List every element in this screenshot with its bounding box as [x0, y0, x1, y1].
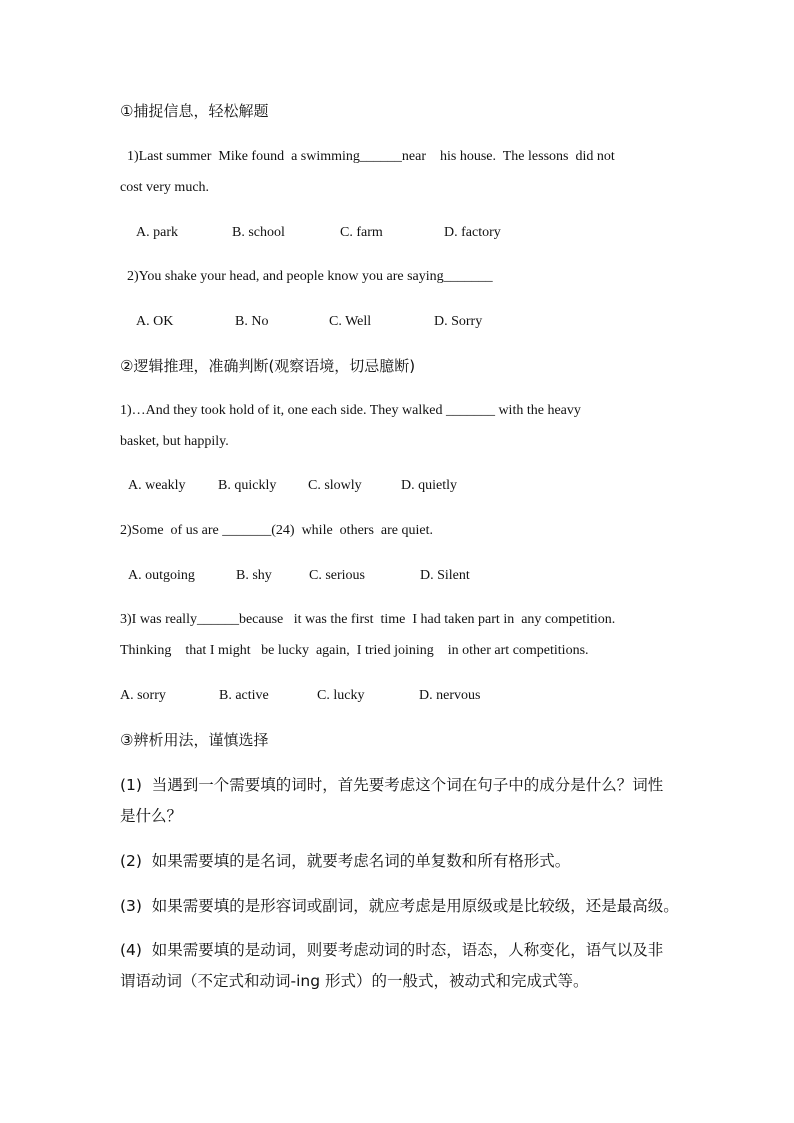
- s1-q2-option-a: A. OK: [136, 314, 174, 329]
- s3-paragraph-1-line1: (1) 当遇到一个需要填的词时，首先要考虑这个词在句子中的成分是什么？词性: [120, 776, 664, 794]
- section1-heading: ①捕捉信息，轻松解题: [120, 102, 269, 120]
- s3-paragraph-4-line2: 谓语动词（不定式和动词-ing 形式）的一般式，被动式和完成式等。: [120, 972, 589, 990]
- s1-q2-option-c: C. Well: [329, 314, 372, 329]
- s2-q2-option-c: C. serious: [309, 568, 365, 583]
- s2-q3-line2: Thinking that I might be lucky again, I tried joining in other art competitions.: [120, 643, 589, 658]
- s2-q1-option-a: A. weakly: [128, 478, 186, 493]
- s2-q1-line1: 1)…And they took hold of it, one each side. They walked _______ with the heavy: [120, 403, 581, 418]
- s2-q2-option-a: A. outgoing: [128, 568, 195, 583]
- s1-q2-option-b: B. No: [235, 314, 269, 329]
- s2-q3-line1: 3)I was really______because it was the first time I had taken part in any competition.: [120, 612, 616, 627]
- s3-paragraph-4-line1: (4) 如果需要填的是动词，则要考虑动词的时态，语态，人称变化，语气以及非: [120, 941, 664, 959]
- s1-q1-option-a: A. park: [136, 225, 178, 240]
- s2-q3-option-b: B. active: [219, 688, 269, 703]
- s2-q1-option-d: D. quietly: [401, 478, 457, 493]
- s1-q1-option-b: B. school: [232, 225, 285, 240]
- section3-heading: ③辨析用法，谨慎选择: [120, 731, 269, 749]
- s2-q2-line1: 2)Some of us are _______(24) while others are quiet.: [120, 523, 433, 538]
- s1-q1-line2: cost very much.: [120, 180, 210, 195]
- s2-q1-option-c: C. slowly: [308, 478, 362, 493]
- s2-q1-line2: basket, but happily.: [120, 434, 229, 449]
- s3-paragraph-1-line2: 是什么？: [120, 807, 183, 825]
- s2-q1-option-b: B. quickly: [218, 478, 277, 493]
- s1-q1-option-c: C. farm: [340, 225, 383, 240]
- s3-paragraph-3: (3) 如果需要填的是形容词或副词，就应考虑是用原级或是比较级，还是最高级。: [120, 897, 679, 915]
- s1-q1-line1: 1)Last summer Mike found a swimming______near his house. The lessons did not: [127, 149, 615, 164]
- s1-q1-option-d: D. factory: [444, 225, 501, 240]
- s1-q2-line1: 2)You shake your head, and people know you are saying_______: [127, 269, 493, 284]
- s2-q3-option-c: C. lucky: [317, 688, 365, 703]
- s2-q3-option-a: A. sorry: [120, 688, 166, 703]
- s2-q3-option-d: D. nervous: [419, 688, 481, 703]
- section2-heading: ②逻辑推理，准确判断(观察语境，切忌臆断): [120, 357, 416, 375]
- s3-paragraph-2: (2) 如果需要填的是名词，就要考虑名词的单复数和所有格形式。: [120, 852, 571, 870]
- s1-q2-option-d: D. Sorry: [434, 314, 483, 329]
- s2-q2-option-b: B. shy: [236, 568, 272, 583]
- s2-q2-option-d: D. Silent: [420, 568, 470, 583]
